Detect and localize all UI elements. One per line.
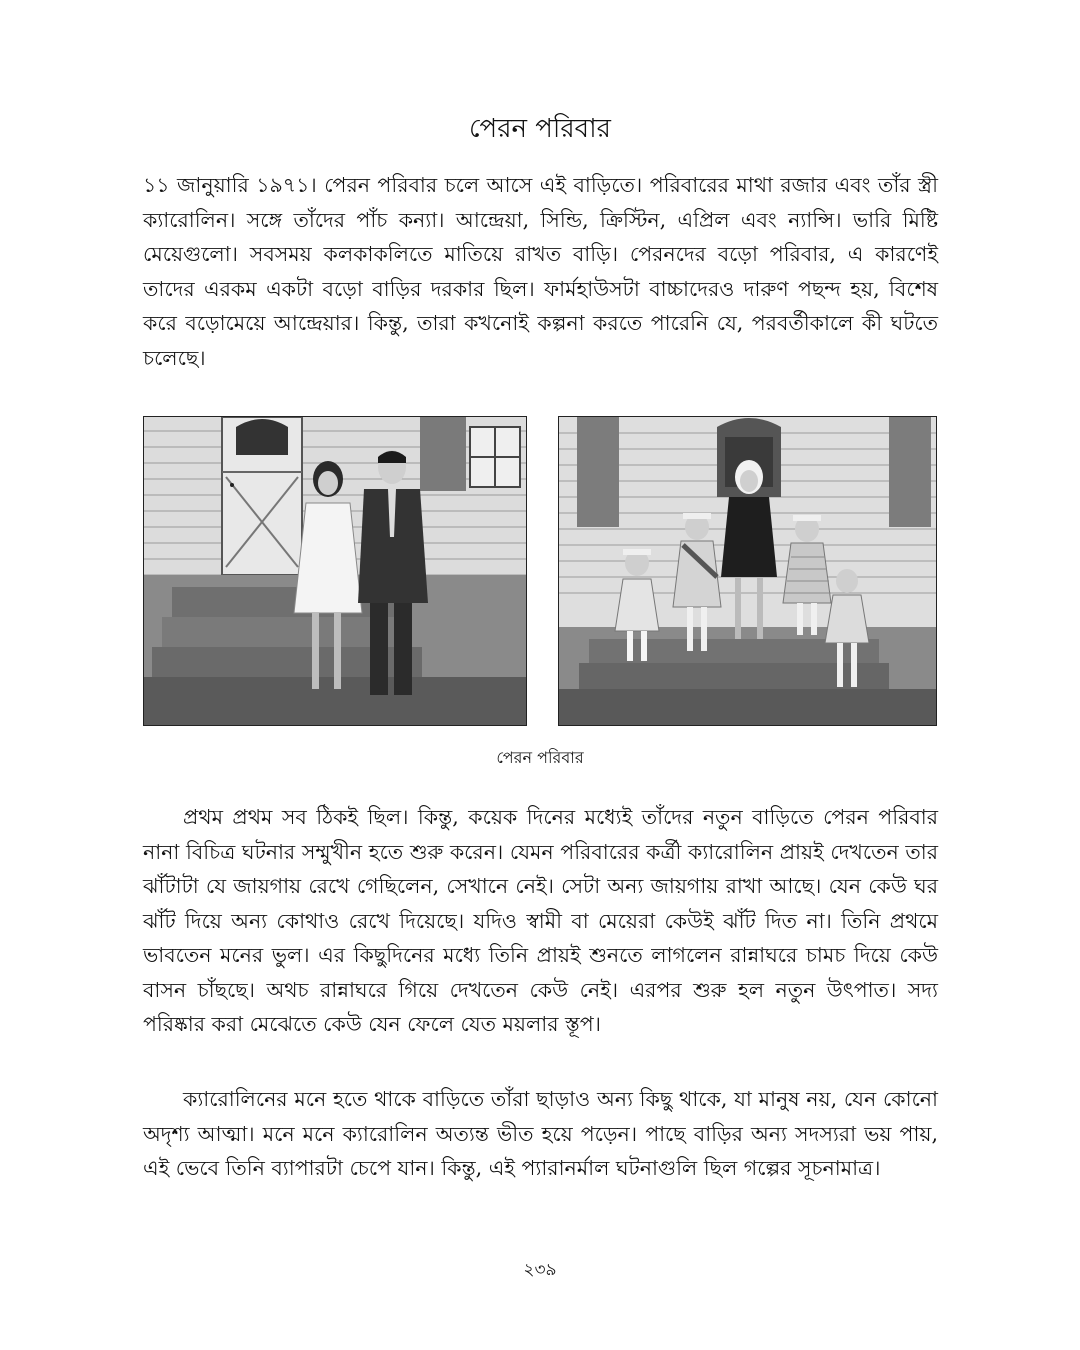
photo-family-illustration (559, 417, 936, 725)
paragraph-caroline: ক্যারোলিনের মনে হতে থাকে বাড়িতে তাঁরা ছাড়াও অন্য কিছু থাকে, যা মানুষ নয়, যেন কোনো অদৃশ্য আত্মা। মনে মনে ক্যারোলিন অত্যন্ত ভীত হয়ে পড়েন। পাছে বাড়ির অন্য সদস্যরা ভয় পায়, এই ভেবে তিনি ব্যাপারটা চেপে যান। কিন্তু, এই প্যারানর্মাল ঘটনাগুলি ছিল গল্পের সূচনামাত্র। (143, 1087, 938, 1180)
page-number: ২৩৯ (523, 1260, 557, 1280)
photo-couple (143, 416, 527, 726)
chapter-title: পেরন পরিবার (469, 114, 611, 144)
photo-couple-illustration (144, 417, 526, 725)
paragraph-events: প্রথম প্রথম সব ঠিকই ছিল। কিন্তু, কয়েক দিনের মধ্যেই তাঁদের নতুন বাড়িতে পেরন পরিবার নানা বিচিত্র ঘটনার সম্মুখীন হতে শুরু করেন। যেমন পরিবারের কর্ত্রী ক্যারোলিন প্রায়ই দেখতেন তার ঝাঁটাটা যে জায়গায় রেখে গেছিলেন, সেখানে নেই। সেটা অন্য জায়গায় রাখা আছে। যেন কেউ ঘর ঝাঁট দিয়ে অন্য কোথাও রেখে দিয়েছে। যদিও স্বামী বা মেয়েরা কেউই ঝাঁট দিত না। তিনি প্রথমে ভাবতেন মনের ভুল। এর কিছুদিনের মধ্যে তিনি প্রায়ই শুনতে লাগলেন রান্নাঘরে চামচ দিয়ে কেউ বাসন চাঁছছে। অথচ রান্নাঘরে গিয়ে দেখতেন কেউ নেই। এরপর শুরু হল নতুন উৎপাত। সদ্য পরিষ্কার করা মেঝেতে কেউ যেন ফেলে যেত ময়লার স্তূপ। (143, 805, 938, 1036)
paragraph-intro: ১১ জানুয়ারি ১৯৭১। পেরন পরিবার চলে আসে এই বাড়িতে। পরিবারের মাথা রজার এবং তাঁর স্ত্রী ক্যারোলিন। সঙ্গে তাঁদের পাঁচ কন্যা। আন্দ্রেয়া, সিন্ডি, ক্রিস্টিন, এপ্রিল এবং ন্যান্সি। ভারি মিষ্টি মেয়েগুলো। সবসময় কলকাকলিতে মাতিয়ে রাখত বাড়ি। পেরনদের বড়ো পরিবার, এ কারণেই তাদের এরকম একটা বড়ো বাড়ির দরকার ছিল। ফার্মহাউসটা বাচ্চাদেরও দারুণ পছন্দ হয়, বিশেষ করে বড়োমেয়ে আন্দ্রেয়ার। কিন্তু, তারা কখনোই কল্পনা করতে পারেনি যে, পরবর্তীকালে কী ঘটতে চলেছে। (143, 173, 938, 370)
photo-family (558, 416, 937, 726)
photo-caption: পেরন পরিবার (496, 748, 584, 767)
